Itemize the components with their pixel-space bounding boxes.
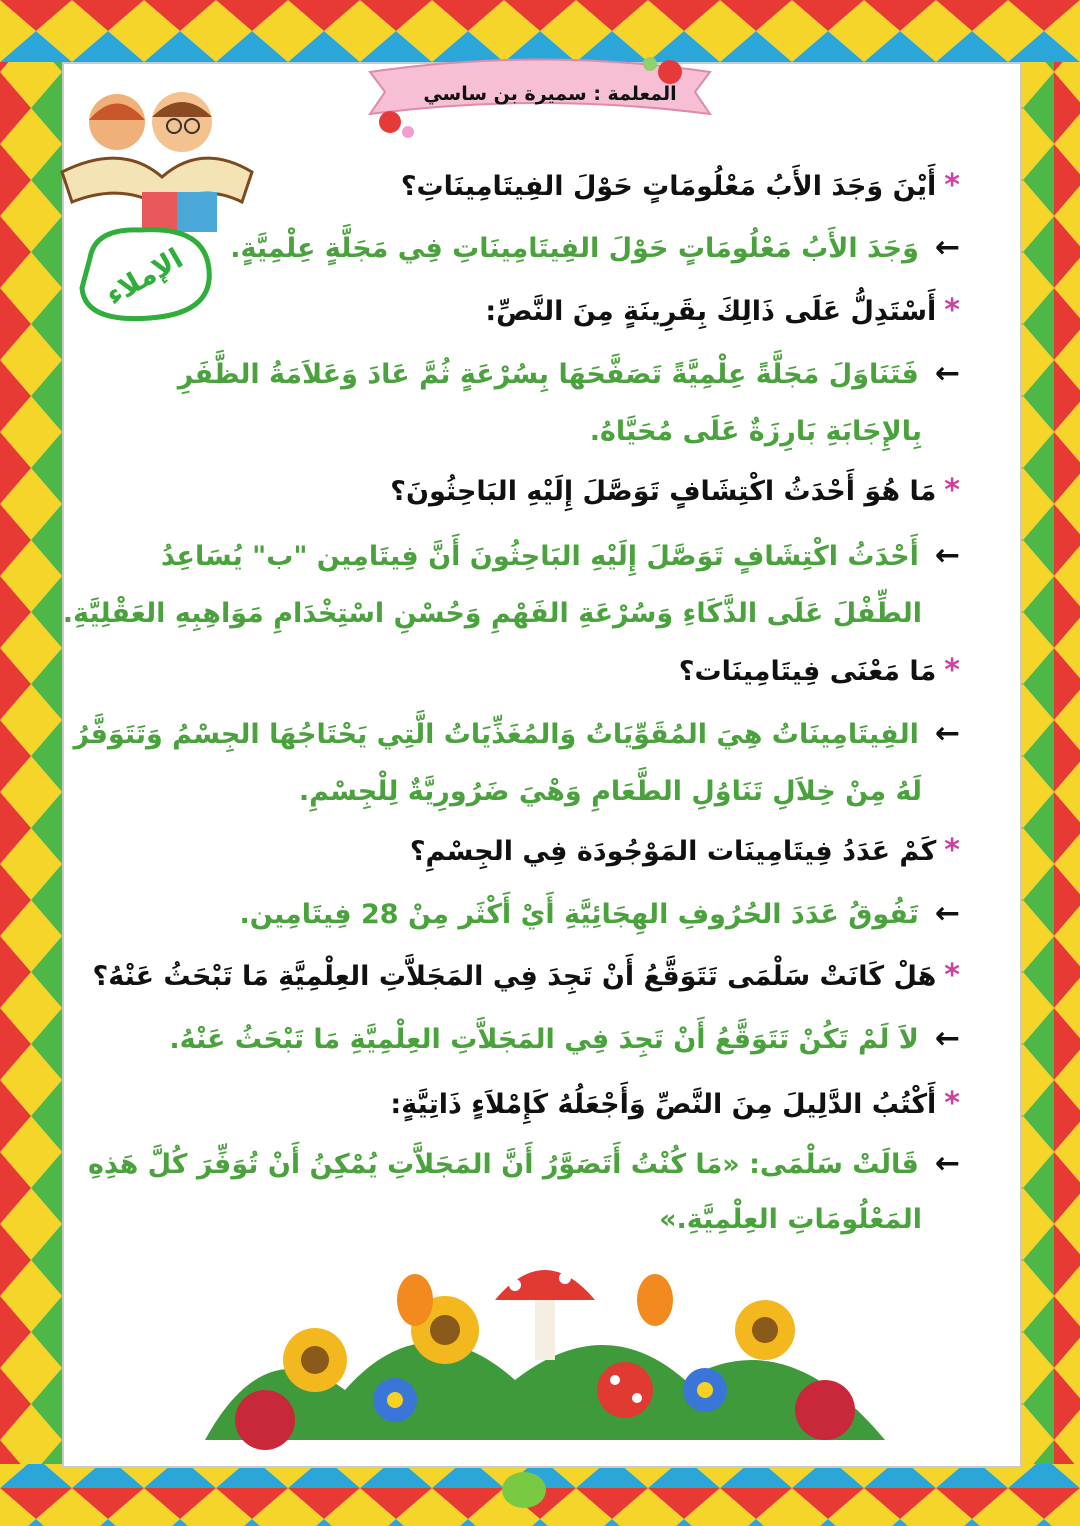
stamp-label: الإملاء (99, 241, 189, 312)
arrow-icon: ← (934, 230, 960, 265)
answer-2: ←فَتَنَاوَلَ مَجَلَّةً عِلْمِيَّةً تَصَفَّحَهَا بِسُرْعَةٍ ثُمَّ عَادَ وَعَلاَمَةُ الظَّفَرِ (177, 356, 960, 391)
question-5: *كَمْ عَدَدُ فِيتَامِينَات المَوْجُودَة فِي الجِسْمِ؟ (409, 833, 960, 868)
bullet-icon: * (944, 473, 960, 508)
answer-2-cont: بِالإِجَابَةِ بَارِزَةٌ عَلَى مُحَيَّاهُ. (589, 416, 922, 447)
arrow-icon: ← (934, 356, 960, 391)
question-4: *مَا مَعْنَى فِيتَامِينَات؟ (678, 653, 960, 688)
question-2: *أَسْتَدِلُّ عَلَى ذَالِكَ بِقَرِينَةٍ مِنَ النَّصِّ: (485, 293, 960, 328)
answer-5: ←تَفُوقُ عَدَدَ الحُرُوفِ الهِجَائِيَّةِ أَيْ أَكْثَر مِنْ 28 فِيتَامِين. (239, 896, 960, 931)
answer-7-cont: المَعْلُومَاتِ العِلْمِيَّةِ.» (659, 1204, 922, 1235)
bullet-icon: * (944, 653, 960, 688)
bullet-icon: * (944, 833, 960, 868)
question-3: *مَا هُوَ أَحْدَثُ اكْتِشَافٍ تَوَصَّلَ إِلَيْهِ البَاحِثُونَ؟ (390, 473, 960, 508)
answer-7: ←قَالَتْ سَلْمَى: «مَا كُنْتُ أَتَصَوَّرُ أَنَّ المَجَلاَّتِ يُمْكِنُ أَنْ تُوَفِّرَ كُلَّ هَذِهِ (88, 1146, 960, 1181)
answer-6: ←لاَ لَمْ تَكُنْ تَتَوَقَّعُ أَنْ تَجِدَ فِي المَجَلاَّتِ العِلْمِيَّةِ مَا تَبْحَثُ عَنْهُ. (169, 1021, 960, 1056)
arrow-icon: ← (934, 896, 960, 931)
answer-3-cont: الطِّفْلَ عَلَى الذَّكَاءِ وَسُرْعَةِ الفَهْمِ وَحُسْنِ اسْتِخْدَامِ مَوَاهِبِهِ العَقْلِيَّةِ. (62, 598, 922, 629)
answer-4: ←الفِيتَامِينَاتُ هِيَ المُقَوِّيَاتُ وَالمُغَذِّيَاتُ الَّتِي يَحْتَاجُهَا الجِسْمُ وَتَتَوَفَّرُ (73, 716, 960, 751)
bullet-icon: * (944, 293, 960, 328)
question-6: *هَلْ كَانَتْ سَلْمَى تَتَوَقَّعُ أَنْ تَجِدَ فِي المَجَلاَّتِ العِلْمِيَّةِ مَا تَبْحَثُ عَنْهُ؟ (92, 958, 960, 993)
page-number-badge (500, 1470, 548, 1510)
answer-3: ←أَحْدَثُ اكْتِشَافٍ تَوَصَّلَ إِلَيْهِ البَاحِثُونَ أَنَّ فِيتَامِين "ب" يُسَاعِدُ (160, 538, 960, 573)
arrow-icon: ← (934, 1146, 960, 1181)
arrow-icon: ← (934, 716, 960, 751)
arrow-icon: ← (934, 1021, 960, 1056)
question-1: *أَيْنَ وَجَدَ الأَبُ مَعْلُومَاتٍ حَوْلَ الفِيتَامِينَاتِ؟ (400, 168, 960, 203)
bullet-icon: * (944, 958, 960, 993)
answer-4-cont: لَهُ مِنْ خِلاَلِ تَنَاوُلِ الطَّعَامِ وَهْيَ ضَرُورِيَّةٌ لِلْجِسْمِ. (298, 776, 922, 807)
bullet-icon: * (944, 168, 960, 203)
flowers-illustration (185, 1240, 905, 1470)
bullet-icon: * (944, 1086, 960, 1121)
question-7: *أَكْتُبُ الدَّلِيلَ مِنَ النَّصِّ وَأَجْعَلُهُ كَإِمْلاَءٍ ذَاتِيَّةٍ: (390, 1086, 960, 1121)
answer-1: ←وَجَدَ الأَبُ مَعْلُومَاتٍ حَوْلَ الفِيتَامِينَاتِ فِي مَجَلَّةٍ عِلْمِيَّةٍ. (230, 230, 960, 265)
arrow-icon: ← (934, 538, 960, 573)
teacher-name: المعلمة : سميرة بن ساسي (423, 83, 677, 105)
